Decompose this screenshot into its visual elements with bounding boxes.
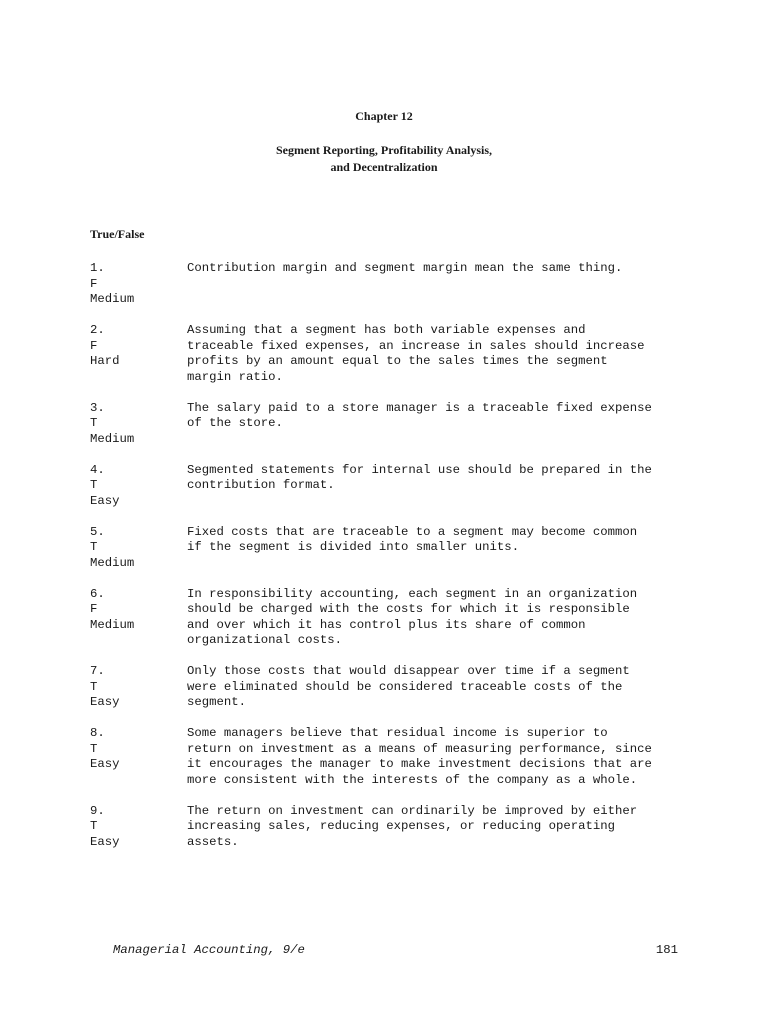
question-text-line: margin ratio. bbox=[187, 369, 283, 384]
question-meta bbox=[90, 804, 187, 851]
footer-page-number: 181 bbox=[655, 943, 678, 957]
question-number: 8. bbox=[90, 726, 105, 740]
question-answer: F bbox=[90, 602, 98, 616]
question-text-line: Assuming that a segment has both variable expenses and bbox=[187, 323, 586, 337]
question-text-line: return on investment as a means of measuring performance, since bbox=[187, 741, 652, 756]
question-text-line: if the segment is divided into smaller units. bbox=[187, 540, 520, 554]
question-text-line: organizational costs. bbox=[187, 633, 342, 647]
question-number: 7. bbox=[90, 664, 105, 678]
question-difficulty: Easy bbox=[90, 757, 120, 771]
chapter-title bbox=[0, 142, 768, 176]
question-difficulty: Medium bbox=[90, 292, 135, 306]
question-answer: T bbox=[90, 478, 98, 492]
question-text-line: it encourages the manager to make investment decisions that are bbox=[187, 757, 652, 771]
question-answer: T bbox=[90, 819, 98, 833]
question-item bbox=[90, 463, 690, 510]
question-text bbox=[187, 804, 677, 851]
question-text-line: should be charged with the costs for which it is responsible bbox=[187, 602, 630, 616]
question-item bbox=[90, 664, 690, 711]
chapter-heading: Chapter 12 bbox=[355, 109, 413, 123]
question-number: 9. bbox=[90, 803, 105, 818]
question-meta bbox=[90, 664, 187, 711]
question-number: 2. bbox=[90, 323, 105, 337]
question-meta bbox=[90, 323, 187, 385]
question-text-line: Contribution margin and segment margin mean the same thing. bbox=[187, 261, 623, 275]
question-text-line: contribution format. bbox=[187, 478, 335, 492]
question-answer: T bbox=[90, 416, 98, 430]
question-text bbox=[187, 726, 677, 788]
question-text bbox=[187, 261, 677, 308]
question-text bbox=[187, 525, 677, 572]
question-number: 1. bbox=[90, 261, 105, 275]
question-text-line: assets. bbox=[187, 834, 239, 849]
question-text bbox=[187, 664, 677, 711]
question-text-line: In responsibility accounting, each segment in an organization bbox=[187, 586, 638, 601]
question-text-line: and over which it has control plus its share of common bbox=[187, 617, 586, 632]
question-answer: F bbox=[90, 276, 98, 291]
question-item bbox=[90, 587, 690, 649]
question-number: 6. bbox=[90, 586, 105, 601]
question-item bbox=[90, 323, 690, 385]
question-text-line: more consistent with the interests of the company as a whole. bbox=[187, 772, 638, 787]
page-footer bbox=[113, 943, 678, 957]
question-item bbox=[90, 525, 690, 572]
question-number: 5. bbox=[90, 524, 105, 539]
question-difficulty: Easy bbox=[90, 695, 120, 709]
question-text bbox=[187, 463, 677, 510]
question-answer: T bbox=[90, 679, 98, 694]
question-text bbox=[187, 587, 677, 649]
question-answer: T bbox=[90, 540, 98, 554]
question-difficulty: Medium bbox=[90, 431, 135, 446]
question-item bbox=[90, 401, 690, 448]
question-difficulty: Easy bbox=[90, 834, 120, 849]
question-difficulty: Medium bbox=[90, 555, 135, 570]
question-text-line: traceable fixed expenses, an increase in sales should increase bbox=[187, 338, 645, 353]
question-answer: F bbox=[90, 338, 98, 353]
question-text-line: segment. bbox=[187, 695, 247, 709]
question-text-line: increasing sales, reducing expenses, or reducing operating bbox=[187, 819, 616, 833]
question-text-line: Fixed costs that are traceable to a segment may become common bbox=[187, 524, 638, 539]
question-text bbox=[187, 401, 677, 448]
question-difficulty: Easy bbox=[90, 493, 120, 508]
question-item bbox=[90, 261, 690, 308]
question-text-line: of the store. bbox=[187, 416, 283, 430]
question-list bbox=[90, 261, 690, 866]
chapter-title-line-2: and Decentralization bbox=[330, 160, 438, 174]
question-difficulty: Hard bbox=[90, 354, 120, 368]
footer-book-title: Managerial Accounting, 9/e bbox=[113, 943, 305, 957]
question-item bbox=[90, 726, 690, 788]
question-number: 3. bbox=[90, 400, 105, 415]
question-answer: T bbox=[90, 741, 98, 756]
chapter-title-line-1: Segment Reporting, Profitability Analysis, bbox=[275, 143, 493, 157]
question-meta bbox=[90, 587, 187, 649]
question-meta bbox=[90, 726, 187, 788]
question-text bbox=[187, 323, 677, 385]
question-text-line: The salary paid to a store manager is a traceable fixed expense bbox=[187, 400, 652, 415]
section-title: True/False bbox=[90, 227, 145, 241]
question-text-line: profits by an amount equal to the sales times the segment bbox=[187, 354, 608, 368]
question-text-line: The return on investment can ordinarily be improved by either bbox=[187, 803, 638, 818]
question-text-line: Only those costs that would disappear over time if a segment bbox=[187, 664, 630, 678]
question-meta bbox=[90, 261, 187, 308]
question-text-line: Segmented statements for internal use should be prepared in the bbox=[187, 462, 652, 477]
question-item bbox=[90, 804, 690, 851]
question-meta bbox=[90, 401, 187, 448]
question-meta bbox=[90, 463, 187, 510]
question-text-line: Some managers believe that residual income is superior to bbox=[187, 726, 608, 740]
question-text-line: were eliminated should be considered traceable costs of the bbox=[187, 679, 623, 694]
question-meta bbox=[90, 525, 187, 572]
question-difficulty: Medium bbox=[90, 617, 135, 632]
question-number: 4. bbox=[90, 462, 105, 477]
